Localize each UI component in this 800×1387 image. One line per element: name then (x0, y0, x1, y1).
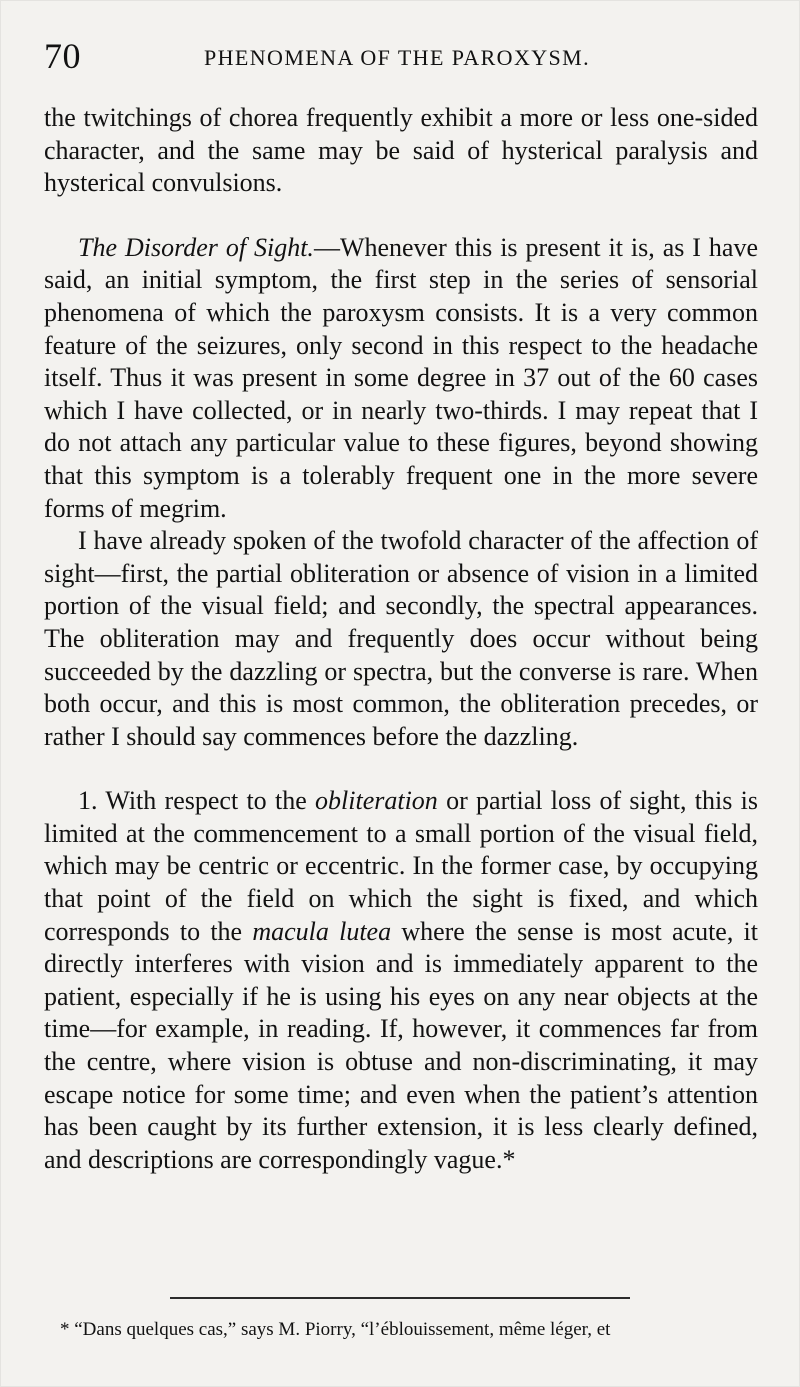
paragraph-obliteration (44, 785, 758, 1176)
running-title: PHENOMENA OF THE PAROXYSM. (204, 45, 591, 70)
paragraph-2-text: —Whenever this is present it is, as I have said, an initial symptom, the first step in the series of sensorial phenomena of which the paroxysm consists. It is a very common feature of the seizures, only second in this respect to the headache itself. Thus it was present in some degree in 37 out of the 60 cases which I have collected, or in nearly two-thirds. I may repeat that I do not attach any particular value to these figures, beyond showing that this symptom is a tolerably frequent one in the more severe forms of megrim. (44, 232, 758, 523)
page-number: 70 (44, 36, 81, 76)
paragraph-twofold-character (44, 525, 758, 753)
paragraph-disorder-of-sight (44, 232, 758, 525)
section-heading-italic: The Disorder of Sight. (78, 232, 314, 262)
footnote (60, 1316, 760, 1344)
paragraph-3-text: I have already spoken of the twofold character of the affection of sight—first, the partial obliteration or absence of vision in a limited portion of the visual field; and secondly, the spectral appearances. The obliteration may and frequently does occur without being succeeded by the dazzling or spectra, but the converse is rare. When both occur, and this is most common, the obliteration precedes, or rather I should say commences before the dazzling. (44, 526, 758, 751)
footnote-divider (170, 1297, 630, 1299)
term-macula-lutea: macula lutea (252, 916, 392, 946)
page-header (44, 38, 760, 82)
paragraph-4-middle: or partial loss of sight, this is limited at the commencement to a small portion of the visual field, which may be centric or eccentric. In the former case, by occupying that point of the field on which the sight is fixed, and which corresponds to the (44, 786, 758, 946)
term-obliteration: obliteration (315, 786, 438, 816)
paragraph-1-text: the twitchings of chorea frequently exhibit a more or less one-sided character, and the same may be said of hysterical paralysis and hysterical convulsions. (44, 103, 758, 198)
footnote-text: * “Dans quelques cas,” says M. Piorry, “l’éblouissement, même léger, et (60, 1319, 611, 1340)
paragraph-4-suffix: where the sense is most acute, it directly interferes with vision and is immediately apparent to the patient, especially if he is using his eyes on any near objects at the time—for example, in reading. If, however, it commences far from the centre, where vision is obtuse and non-discriminating, it may escape notice for some time; and even when the patient’s attention has been caught by its further extension, it is less clearly defined, and descriptions are correspondingly vague.* (44, 916, 759, 1174)
paragraph-continuation (44, 102, 758, 200)
main-text (44, 102, 758, 1176)
paragraph-4-prefix: 1. With respect to the (78, 786, 316, 816)
